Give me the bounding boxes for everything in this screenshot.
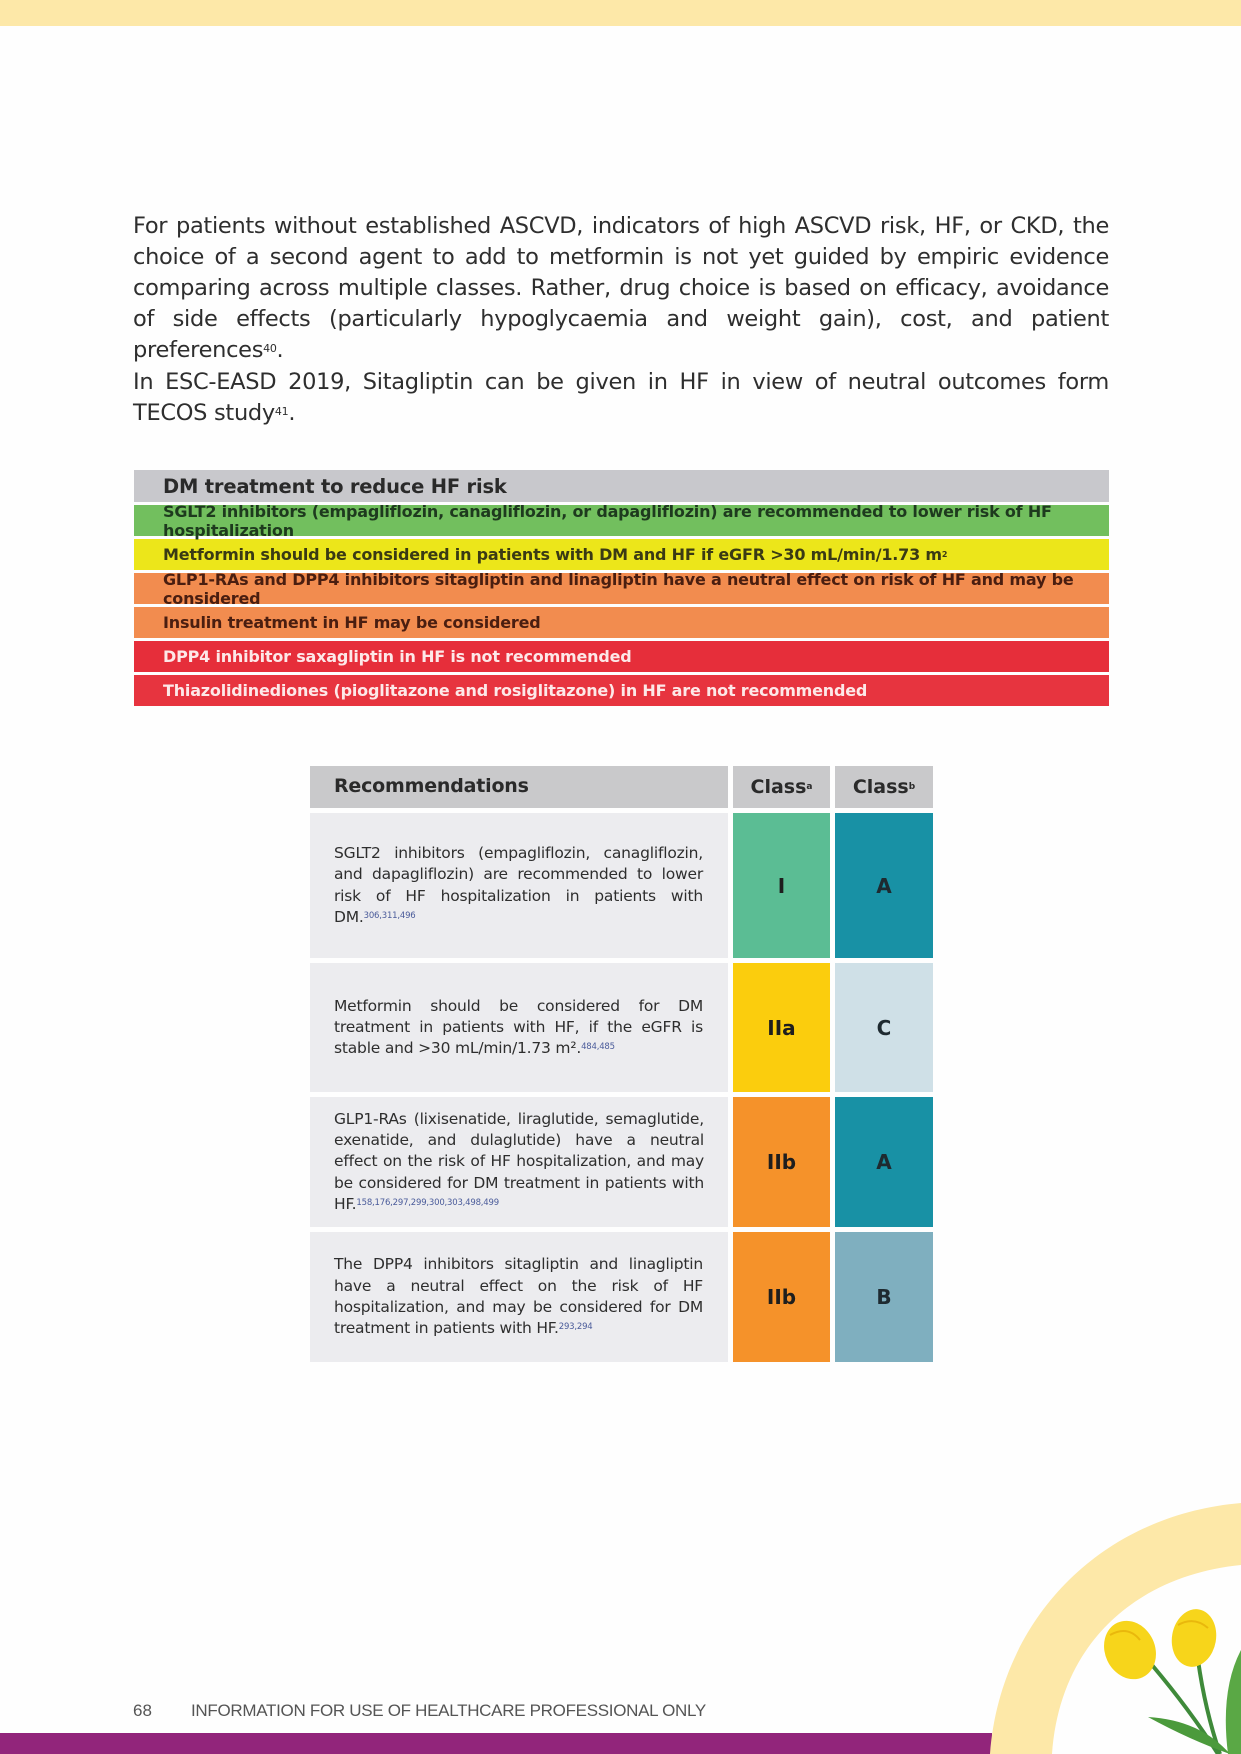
hf-risk-row [134, 607, 1109, 638]
hf-risk-row [134, 501, 1109, 540]
paragraph-end: . [276, 337, 284, 363]
recommendation-text-cell [310, 1232, 728, 1362]
hf-risk-table [134, 470, 1109, 709]
level-of-evidence-badge: B [835, 1232, 933, 1362]
hf-table-title [134, 470, 1109, 502]
header-level-sup: b [908, 782, 916, 792]
header-level [835, 766, 933, 808]
recommendation-row [310, 963, 933, 1092]
reference-superscript: 40 [263, 342, 277, 355]
hf-risk-row-text: Metformin should be considered in patients with DM and HF if eGFR >30 mL/min/1.73 m [163, 545, 942, 564]
reference-superscript: 41 [274, 405, 289, 418]
recommendation-text [334, 1109, 704, 1215]
header-level-text: Class [852, 776, 909, 798]
recommendations-table [310, 766, 933, 1367]
recommendation-body: GLP1-RAs (lixisenatide, liraglutide, semaglutide, exenatide, and dulaglutide) have a neutral effect on the risk of HF hospitalization, and may be considered for DM treatment in patients with HF. [334, 1109, 704, 1213]
recommendation-body: The DPP4 inhibitors sitagliptin and linagliptin have a neutral effect on the risk of HF hospitalization, and may be considered for DM treatment in patients with HF. [334, 1255, 703, 1338]
class-of-recommendation-badge: IIb [733, 1232, 830, 1362]
header-class-sup: a [806, 782, 813, 792]
recommendation-references: 306,311,496 [363, 910, 416, 921]
header-recommendations [310, 766, 728, 808]
header-class [733, 766, 830, 808]
hf-risk-row [134, 641, 1109, 672]
level-of-evidence-badge: C [835, 963, 933, 1092]
footer-disclaimer: INFORMATION FOR USE OF HEALTHCARE PROFESSIONAL ONLY [191, 1701, 706, 1720]
hf-risk-row-text: Thiazolidinediones (pioglitazone and rosiglitazone) in HF are not recommended [163, 681, 868, 700]
paragraph-text: In ESC-EASD 2019, Sitagliptin can be given in HF in view of neutral outcomes form TECOS study [133, 369, 1109, 426]
recommendation-text-cell [310, 1097, 728, 1227]
recommendations-header-row [310, 766, 933, 808]
recommendation-row [310, 1097, 933, 1227]
recommendation-row [310, 1232, 933, 1362]
class-of-recommendation-badge: IIa [733, 963, 830, 1092]
recommendation-references: 293,294 [558, 1322, 593, 1333]
hf-risk-row [134, 675, 1109, 706]
hf-risk-row-text: Insulin treatment in HF may be considered [163, 613, 541, 632]
header-class-text: Class [750, 776, 807, 798]
level-of-evidence-badge: A [835, 813, 933, 958]
recommendation-text [334, 1254, 703, 1339]
body-paragraph [133, 211, 1109, 366]
hf-risk-row [134, 569, 1109, 608]
level-of-evidence-badge: A [835, 1097, 933, 1227]
decorative-arc-and-tulips [900, 1440, 1241, 1754]
recommendation-row [310, 813, 933, 958]
hf-risk-row [134, 539, 1109, 570]
recommendation-references: 484,485 [581, 1042, 615, 1053]
page-number: 68 [133, 1701, 152, 1720]
recommendation-text [334, 843, 703, 928]
hf-risk-row-sup: 2 [941, 550, 948, 559]
class-of-recommendation-badge: IIb [733, 1097, 830, 1227]
top-decorative-band [0, 0, 1241, 26]
hf-risk-row-text: DPP4 inhibitor saxagliptin in HF is not recommended [163, 647, 632, 666]
recommendation-text-cell [310, 813, 728, 958]
recommendation-references: 158,176,297,299,300,303,498,499 [356, 1197, 499, 1208]
recommendation-body: SGLT2 inhibitors (empagliflozin, canagliflozin, and dapagliflozin) are recommended to lower risk of HF hospitalization in patients with DM. [334, 843, 703, 926]
recommendation-text [334, 996, 703, 1060]
paragraph-text: For patients without established ASCVD, indicators of high ASCVD risk, HF, or CKD, the choice of a second agent to add to metformin is not yet guided by empiric evidence comparing across multiple classes. Rather, drug choice is based on efficacy, avoidance of side effects (particularly hypoglycaemia and weight gain), cost, and patient preferences [133, 213, 1109, 363]
header-recommendations-text: Recommendations [334, 775, 529, 798]
hf-risk-row-text: GLP1-RAs and DPP4 inhibitors sitagliptin and linagliptin have a neutral effect on risk of HF and may be considered [163, 569, 1074, 608]
hf-risk-row-text: SGLT2 inhibitors (empagliflozin, canagliflozin, or dapagliflozin) are recommended to lower risk of HF hospitalization [163, 501, 1052, 540]
class-of-recommendation-badge: I [733, 813, 830, 958]
recommendation-body: Metformin should be considered for DM treatment in patients with HF, if the eGFR is stable and >30 mL/min/1.73 m². [334, 996, 703, 1058]
footer-bar [0, 1733, 992, 1754]
body-paragraph [133, 367, 1109, 429]
hf-table-title-text: DM treatment to reduce HF risk [163, 474, 507, 498]
recommendation-text-cell [310, 963, 728, 1092]
paragraph-end: . [288, 400, 296, 426]
